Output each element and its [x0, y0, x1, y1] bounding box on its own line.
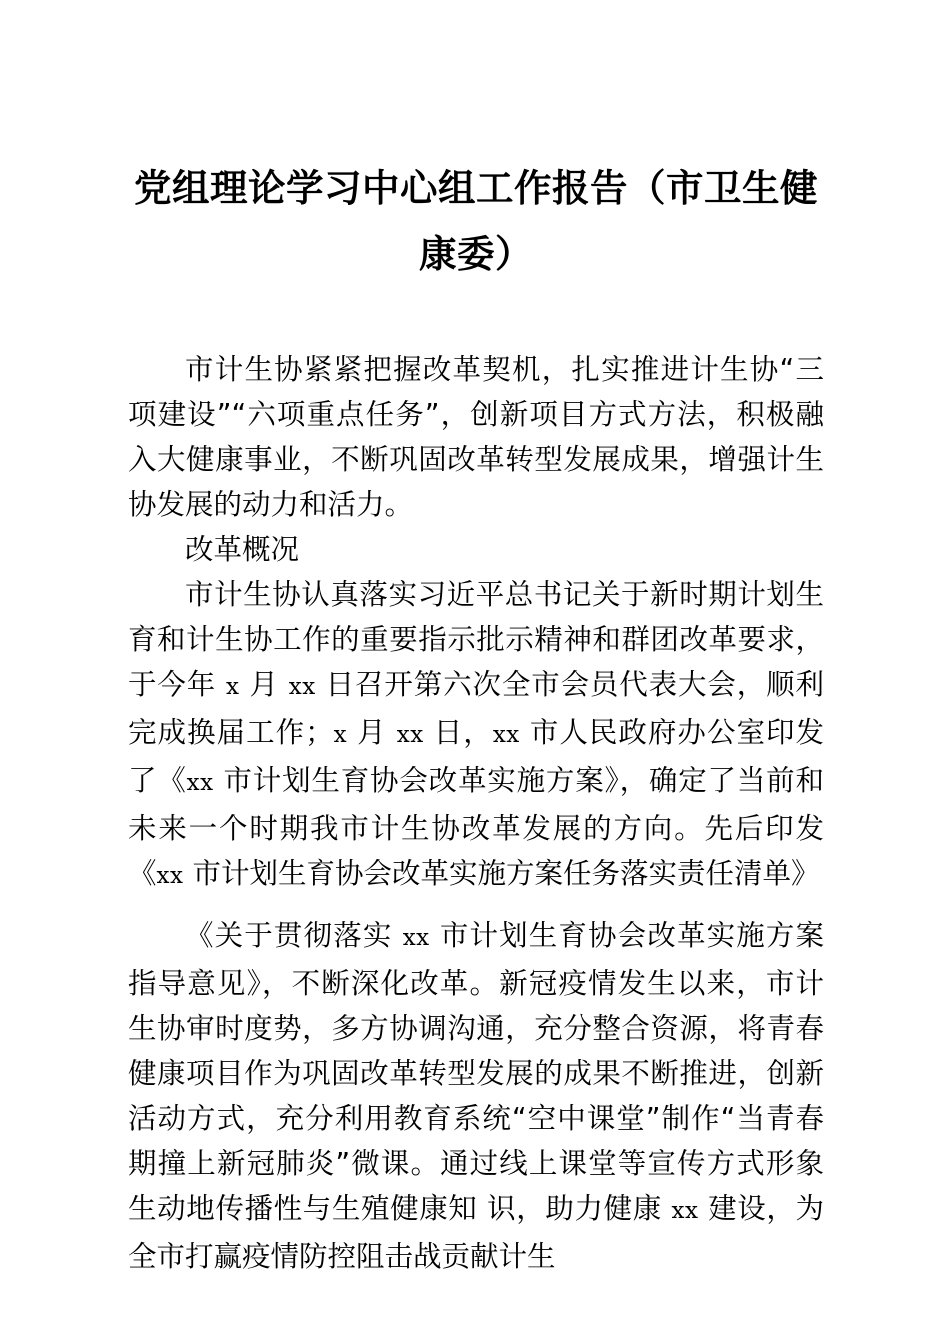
paragraph-4: 《关于贯彻落实 xx 市计划生育协会改革实施方案指导意见》，不断深化改革。新冠疫情发生以来，市计生协审时度势，多方协调沟通，充分整合资源，将青春健康项目作为巩固改革转型发展的成果不断推进，创新活动方式，充分利用教育系统“空中课堂”制作“当青春期撞上新冠肺炎”微课。通过线上课堂等宣传方式形象生动地传播性与生殖健康知 识，助力健康 xx 建设，为全市打赢疫情防控阻击战贡献计生	[128, 919, 825, 1273]
placeholder-token: xx	[156, 863, 184, 889]
paragraph-3: 市计生协认真落实习近平总书记关于新时期计划生育和计生协工作的重要指示批示精神和群团改革要求，于今年 x 月 xx 日召开第六次全市会员代表大会，顺利完成换届工作；x 月 xx 日，xx 市人民政府办公室印发了《xx 市计划生育协会改革实施方案》，确定了当前和未来一个时期我市计生协改革发展的方向。先后印发《xx 市计划生育协会改革实施方案任务落实责任清单》	[128, 578, 825, 890]
placeholder-token: xx	[492, 722, 520, 748]
paragraph-1: 市计生协紧紧把握改革契机，扎实推进计生协“三项建设”“六项重点任务”，创新项目方式方法，积极融入大健康事业，不断巩固改革转型发展成果，增强计生协发展的动力和活力。	[128, 353, 824, 521]
document-body	[128, 0, 824, 1279]
placeholder-token: x	[333, 722, 348, 748]
page-title: 党组理论学习中心组工作报告（市卫生健康委）	[134, 166, 818, 276]
placeholder-token: xx	[186, 770, 214, 796]
placeholder-token: x	[226, 674, 240, 700]
placeholder-token: xx	[288, 674, 316, 700]
paragraph-section-heading-reform-overview: 改革概况	[185, 533, 300, 566]
placeholder-token: xx	[671, 1198, 699, 1224]
placeholder-token: xx	[402, 925, 430, 951]
placeholder-token: xx	[396, 722, 424, 748]
